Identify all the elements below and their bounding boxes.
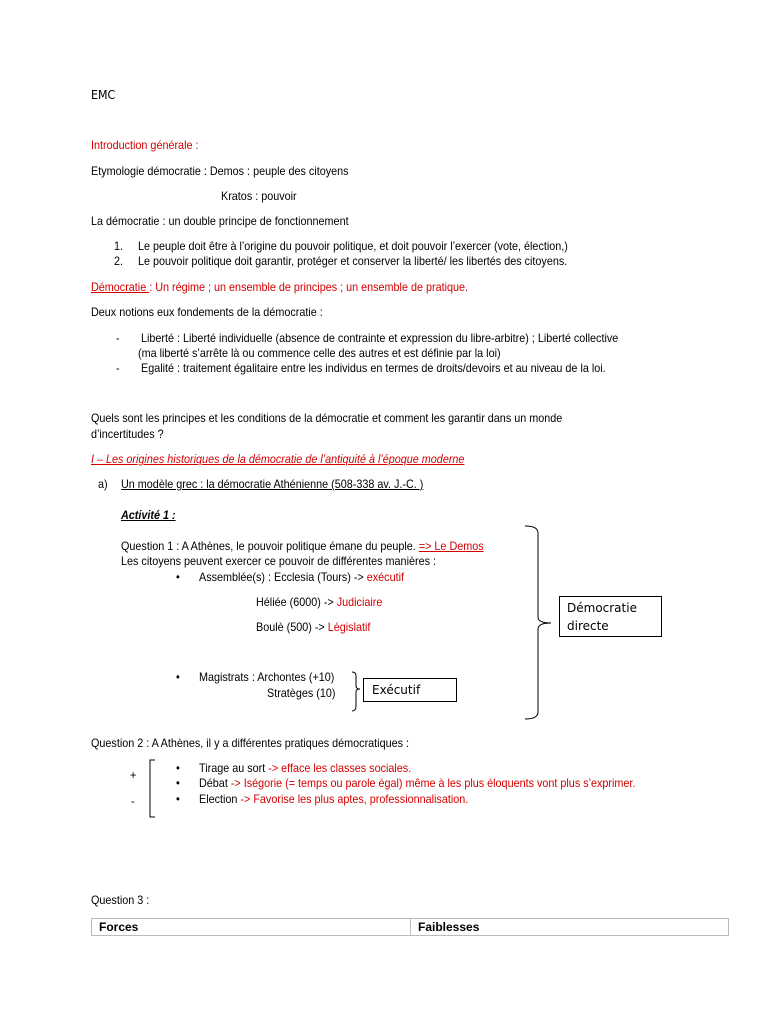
subsection-a-title: Un modèle grec : la démocratie Athénienne (508-338 av. J.-C. ) <box>121 477 424 491</box>
question-1-line-2: Les citoyens peuvent exercer ce pouvoir de différentes manières : <box>121 554 436 568</box>
question-1-text: Question 1 : A Athènes, le pouvoir politique émane du peuple. <box>121 539 419 553</box>
right-brace-small <box>352 672 360 711</box>
etymology-line-1: Etymologie démocratie : Demos : peuple des citoyens <box>91 164 349 178</box>
democratie-box-line-1: Démocratie <box>567 601 637 615</box>
minus-sign: - <box>131 794 135 808</box>
democratie-box-line-2: directe <box>567 619 609 633</box>
etymology-line-2: Kratos : pouvoir <box>221 189 297 203</box>
two-notions-heading: Deux notions eux fondements de la démocratie : <box>91 305 323 319</box>
plus-sign: + <box>130 768 137 782</box>
document-title: EMC <box>91 88 116 102</box>
practice-answer: -> Favorise les plus aptes, professionnalisation. <box>240 792 469 806</box>
question-3: Question 3 : <box>91 893 150 907</box>
practice-item <box>199 761 411 775</box>
practice-answer: -> efface les classes sociales. <box>268 761 412 775</box>
subsection-letter: a) <box>98 477 108 491</box>
assemblee-label: Assemblée(s) : Ecclesia (Tours) -> <box>199 570 367 584</box>
practice-label: Election <box>199 792 241 806</box>
boule-label: Boulè (500) -> <box>256 620 328 634</box>
notion-egalite: Egalité : traitement égalitaire entre les individus en termes de droits/devoirs et au niveau de la loi. <box>141 361 606 375</box>
practice-item <box>199 792 468 806</box>
boule-answer: Législatif <box>327 620 371 634</box>
bullet: • <box>176 761 180 775</box>
right-brace-large <box>525 526 551 719</box>
bullet: • <box>176 792 180 806</box>
notion-liberte-line-1: Liberté : Liberté individuelle (absence de contrainte et expression du libre-arbitre) ; Liberté collective <box>141 331 619 345</box>
question-1-answer: => Le Demos <box>418 539 484 553</box>
intro-heading: Introduction générale : <box>91 138 199 152</box>
magistrats-item: Magistrats : Archontes (+10) <box>199 670 335 684</box>
bullet: • <box>176 570 180 584</box>
executif-box-label: Exécutif <box>372 683 421 697</box>
table-header-row <box>92 919 729 936</box>
heliee-label: Héliée (6000) -> <box>256 595 337 609</box>
heliee-answer: Judiciaire <box>336 595 383 609</box>
definition-text: : Un régime ; un ensemble de principes ; un ensemble de pratique. <box>149 280 469 294</box>
practice-label: Débat <box>199 776 231 790</box>
bullet: • <box>176 670 180 684</box>
list-item: Le pouvoir politique doit garantir, protéger et conserver la liberté/ les libertés des citoyens. <box>138 254 568 268</box>
problematic-line-1: Quels sont les principes et les conditions de la démocratie et comment les garantir dans un monde <box>91 411 563 425</box>
bullet: • <box>176 776 180 790</box>
double-principle: La démocratie : un double principe de fonctionnement <box>91 214 349 228</box>
table-header-faiblesses: Faiblesses <box>411 919 729 936</box>
list-number: 2. <box>114 254 124 268</box>
problematic-line-2: d’incertitudes ? <box>91 427 164 441</box>
list-item: Le peuple doit être à l’origine du pouvoir politique, et doit pouvoir l’exercer (vote, élection,) <box>138 239 568 253</box>
list-number: 1. <box>114 239 124 253</box>
practice-label: Tirage au sort <box>199 761 269 775</box>
forces-faiblesses-table <box>91 918 729 936</box>
activity-title: Activité 1 : <box>121 508 176 522</box>
question-2: Question 2 : A Athènes, il y a différentes pratiques démocratiques : <box>91 736 409 750</box>
left-bracket <box>150 760 155 817</box>
notion-liberte-line-2: (ma liberté s’arrête là ou commence celle des autres et est définie par la loi) <box>138 346 501 360</box>
assemblee-answer: exécutif <box>366 570 404 584</box>
dash-bullet: - <box>116 361 120 375</box>
definition-term: Démocratie <box>91 280 150 294</box>
strateges-item: Stratèges (10) <box>267 686 336 700</box>
dash-bullet: - <box>116 331 120 345</box>
practice-answer: -> Iségorie (= temps ou parole égal) même à les plus éloquents vont plus s’exprimer. <box>230 776 636 790</box>
practice-item <box>199 776 635 790</box>
part-1-title: I – Les origines historiques de la démocratie de l’antiquité à l’époque moderne <box>91 452 465 466</box>
table-header-forces: Forces <box>92 919 411 936</box>
